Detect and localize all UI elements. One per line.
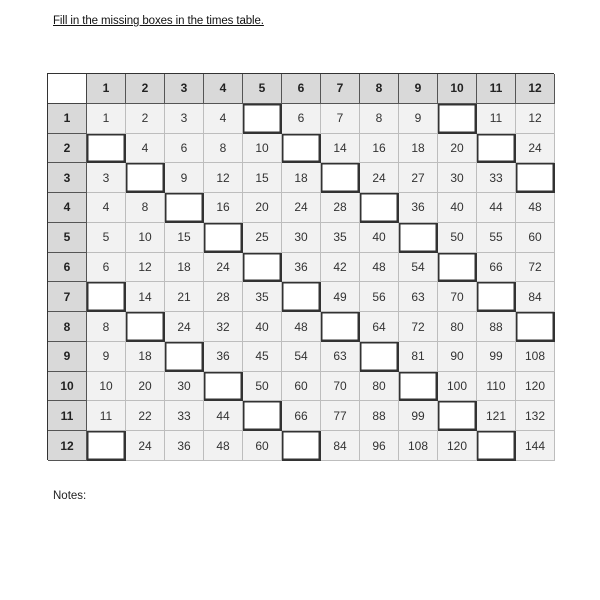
row-header: 4 <box>48 193 87 223</box>
product-cell: 3 <box>87 163 126 193</box>
blank-answer-cell[interactable] <box>477 431 516 461</box>
row-header: 9 <box>48 342 87 372</box>
product-cell: 132 <box>516 401 555 431</box>
product-cell: 15 <box>165 223 204 253</box>
product-cell: 100 <box>438 372 477 402</box>
column-header: 4 <box>204 74 243 104</box>
product-cell: 12 <box>516 104 555 134</box>
product-cell: 70 <box>438 282 477 312</box>
notes-label: Notes: <box>53 490 87 502</box>
product-cell: 99 <box>477 342 516 372</box>
blank-answer-cell[interactable] <box>165 342 204 372</box>
product-cell: 72 <box>516 253 555 283</box>
product-cell: 48 <box>516 193 555 223</box>
product-cell: 20 <box>243 193 282 223</box>
product-cell: 8 <box>360 104 399 134</box>
column-header: 5 <box>243 74 282 104</box>
blank-answer-cell[interactable] <box>516 312 555 342</box>
product-cell: 35 <box>243 282 282 312</box>
product-cell: 80 <box>360 372 399 402</box>
column-header: 8 <box>360 74 399 104</box>
product-cell: 90 <box>438 342 477 372</box>
column-header: 6 <box>282 74 321 104</box>
product-cell: 45 <box>243 342 282 372</box>
product-cell: 84 <box>516 282 555 312</box>
column-header: 12 <box>516 74 555 104</box>
product-cell: 20 <box>126 372 165 402</box>
product-cell: 54 <box>282 342 321 372</box>
product-cell: 10 <box>126 223 165 253</box>
product-cell: 64 <box>360 312 399 342</box>
product-cell: 21 <box>165 282 204 312</box>
row-header: 7 <box>48 282 87 312</box>
product-cell: 24 <box>204 253 243 283</box>
product-cell: 28 <box>321 193 360 223</box>
product-cell: 18 <box>165 253 204 283</box>
row-header: 2 <box>48 134 87 164</box>
product-cell: 30 <box>282 223 321 253</box>
product-cell: 11 <box>87 401 126 431</box>
row-header: 5 <box>48 223 87 253</box>
blank-answer-cell[interactable] <box>87 134 126 164</box>
product-cell: 84 <box>321 431 360 461</box>
product-cell: 24 <box>360 163 399 193</box>
product-cell: 1 <box>87 104 126 134</box>
blank-answer-cell[interactable] <box>243 401 282 431</box>
product-cell: 12 <box>126 253 165 283</box>
blank-answer-cell[interactable] <box>438 401 477 431</box>
product-cell: 32 <box>204 312 243 342</box>
product-cell: 36 <box>399 193 438 223</box>
blank-answer-cell[interactable] <box>438 104 477 134</box>
blank-answer-cell[interactable] <box>360 342 399 372</box>
worksheet-title: Fill in the missing boxes in the times table. <box>53 15 264 27</box>
product-cell: 3 <box>165 104 204 134</box>
product-cell: 16 <box>360 134 399 164</box>
product-cell: 60 <box>282 372 321 402</box>
product-cell: 33 <box>477 163 516 193</box>
product-cell: 120 <box>516 372 555 402</box>
blank-answer-cell[interactable] <box>126 312 165 342</box>
product-cell: 6 <box>87 253 126 283</box>
product-cell: 110 <box>477 372 516 402</box>
product-cell: 8 <box>126 193 165 223</box>
product-cell: 9 <box>165 163 204 193</box>
product-cell: 10 <box>87 372 126 402</box>
product-cell: 30 <box>165 372 204 402</box>
blank-answer-cell[interactable] <box>204 223 243 253</box>
product-cell: 50 <box>243 372 282 402</box>
column-header: 11 <box>477 74 516 104</box>
product-cell: 18 <box>282 163 321 193</box>
product-cell: 35 <box>321 223 360 253</box>
product-cell: 63 <box>399 282 438 312</box>
product-cell: 9 <box>399 104 438 134</box>
column-header: 2 <box>126 74 165 104</box>
times-table <box>47 73 554 460</box>
column-header: 9 <box>399 74 438 104</box>
corner-cell <box>48 74 87 104</box>
product-cell: 40 <box>360 223 399 253</box>
product-cell: 50 <box>438 223 477 253</box>
blank-answer-cell[interactable] <box>204 372 243 402</box>
blank-answer-cell[interactable] <box>126 163 165 193</box>
product-cell: 27 <box>399 163 438 193</box>
product-cell: 15 <box>243 163 282 193</box>
product-cell: 28 <box>204 282 243 312</box>
product-cell: 72 <box>399 312 438 342</box>
product-cell: 48 <box>360 253 399 283</box>
product-cell: 33 <box>165 401 204 431</box>
product-cell: 88 <box>360 401 399 431</box>
product-cell: 36 <box>204 342 243 372</box>
product-cell: 121 <box>477 401 516 431</box>
product-cell: 2 <box>126 104 165 134</box>
blank-answer-cell[interactable] <box>477 282 516 312</box>
product-cell: 14 <box>321 134 360 164</box>
product-cell: 108 <box>399 431 438 461</box>
product-cell: 42 <box>321 253 360 283</box>
blank-answer-cell[interactable] <box>399 372 438 402</box>
product-cell: 70 <box>321 372 360 402</box>
blank-answer-cell[interactable] <box>243 253 282 283</box>
blank-answer-cell[interactable] <box>438 253 477 283</box>
product-cell: 144 <box>516 431 555 461</box>
product-cell: 120 <box>438 431 477 461</box>
product-cell: 5 <box>87 223 126 253</box>
product-cell: 4 <box>126 134 165 164</box>
product-cell: 8 <box>87 312 126 342</box>
product-cell: 60 <box>516 223 555 253</box>
blank-answer-cell[interactable] <box>87 282 126 312</box>
product-cell: 9 <box>87 342 126 372</box>
product-cell: 56 <box>360 282 399 312</box>
blank-answer-cell[interactable] <box>87 431 126 461</box>
blank-answer-cell[interactable] <box>165 193 204 223</box>
product-cell: 44 <box>477 193 516 223</box>
product-cell: 24 <box>282 193 321 223</box>
product-cell: 99 <box>399 401 438 431</box>
row-header: 8 <box>48 312 87 342</box>
product-cell: 48 <box>204 431 243 461</box>
blank-answer-cell[interactable] <box>516 163 555 193</box>
column-header: 7 <box>321 74 360 104</box>
row-header: 12 <box>48 431 87 461</box>
product-cell: 20 <box>438 134 477 164</box>
product-cell: 16 <box>204 193 243 223</box>
product-cell: 14 <box>126 282 165 312</box>
product-cell: 36 <box>165 431 204 461</box>
row-header: 6 <box>48 253 87 283</box>
row-header: 10 <box>48 372 87 402</box>
product-cell: 10 <box>243 134 282 164</box>
product-cell: 7 <box>321 104 360 134</box>
product-cell: 40 <box>438 193 477 223</box>
product-cell: 6 <box>282 104 321 134</box>
row-header: 3 <box>48 163 87 193</box>
product-cell: 24 <box>126 431 165 461</box>
product-cell: 40 <box>243 312 282 342</box>
column-header: 10 <box>438 74 477 104</box>
product-cell: 4 <box>204 104 243 134</box>
product-cell: 54 <box>399 253 438 283</box>
product-cell: 24 <box>516 134 555 164</box>
product-cell: 108 <box>516 342 555 372</box>
product-cell: 24 <box>165 312 204 342</box>
blank-answer-cell[interactable] <box>399 223 438 253</box>
product-cell: 6 <box>165 134 204 164</box>
blank-answer-cell[interactable] <box>321 312 360 342</box>
blank-answer-cell[interactable] <box>282 282 321 312</box>
blank-answer-cell[interactable] <box>321 163 360 193</box>
product-cell: 80 <box>438 312 477 342</box>
product-cell: 30 <box>438 163 477 193</box>
product-cell: 55 <box>477 223 516 253</box>
product-cell: 63 <box>321 342 360 372</box>
product-cell: 22 <box>126 401 165 431</box>
product-cell: 4 <box>87 193 126 223</box>
blank-answer-cell[interactable] <box>282 134 321 164</box>
product-cell: 12 <box>204 163 243 193</box>
column-header: 3 <box>165 74 204 104</box>
product-cell: 8 <box>204 134 243 164</box>
product-cell: 81 <box>399 342 438 372</box>
product-cell: 66 <box>477 253 516 283</box>
row-header: 11 <box>48 401 87 431</box>
product-cell: 36 <box>282 253 321 283</box>
product-cell: 18 <box>399 134 438 164</box>
product-cell: 49 <box>321 282 360 312</box>
product-cell: 18 <box>126 342 165 372</box>
product-cell: 25 <box>243 223 282 253</box>
product-cell: 96 <box>360 431 399 461</box>
product-cell: 11 <box>477 104 516 134</box>
product-cell: 88 <box>477 312 516 342</box>
blank-answer-cell[interactable] <box>477 134 516 164</box>
product-cell: 44 <box>204 401 243 431</box>
product-cell: 48 <box>282 312 321 342</box>
column-header: 1 <box>87 74 126 104</box>
blank-answer-cell[interactable] <box>243 104 282 134</box>
product-cell: 66 <box>282 401 321 431</box>
blank-answer-cell[interactable] <box>360 193 399 223</box>
product-cell: 60 <box>243 431 282 461</box>
blank-answer-cell[interactable] <box>282 431 321 461</box>
row-header: 1 <box>48 104 87 134</box>
product-cell: 77 <box>321 401 360 431</box>
